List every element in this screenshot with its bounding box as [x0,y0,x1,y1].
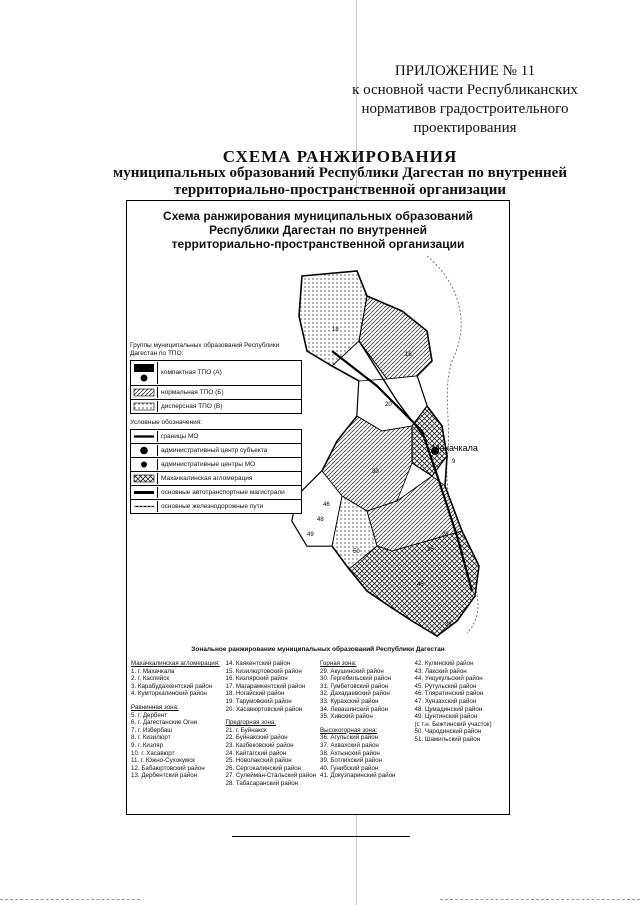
zone-item: 20. Хасавюртовский район [225,705,303,713]
zoning-column [318,660,413,788]
zone-item: 11. г. Южно-Сухокумск [131,757,195,765]
zone-heading: Горная зона: [320,660,357,667]
zone-item: 7. г. Избербаш [131,726,173,734]
city-label-makhachkala: Махачкала [432,443,478,453]
zone-item: 6. г. Дагестанские Огни [131,719,198,727]
zone-item: 37. Ахвахский район [320,741,379,749]
zone-item: 18. Ногайский район [225,690,285,698]
legend-label: основные автотранспортные магистрали [161,488,285,496]
zone-item: 2. г. Каспийск [131,675,170,683]
compact-tpo-swatch [131,362,158,384]
zone-item: 17. Магарамкентский район [225,682,306,690]
zoning-column [413,660,508,788]
zone-item: 16. Кизлярский район [225,675,288,683]
legend-row [131,472,301,486]
zone-item: 3. Карабудахкентский район [131,682,213,690]
zone-item: 42. Кулинский район [414,660,474,667]
region-number: 35 [427,547,434,553]
region-number: 20 [385,402,392,408]
zone-item: 44. Унцукульский район [414,675,483,683]
zoning-heading: Зональное ранжирование муниципальных образований Республики Дагестан [191,646,445,653]
highway-line-icon [131,487,158,498]
zone-item: 23. Казбековский район [225,741,294,749]
document-title-sub: территориально-пространственной организации [173,182,507,198]
zone-item: 30. Гергебильский район [320,675,392,683]
zone-item: 5. г. Дербент [131,711,168,719]
zoning-list [129,660,507,788]
legend-row [131,458,301,472]
district-center-dot-icon [131,459,158,470]
zone-item: 12. Бабаюртовский район [131,764,205,772]
legend-row [131,386,301,400]
map-title-line: Республики Дагестан по внутренней [209,223,427,237]
zone-item: 47. Хунзахский район [414,697,477,705]
zone-item: 40. Гунибский район [320,764,379,772]
boundary-line-icon [131,431,158,442]
zone-item: 22. Буйнакский район [225,734,288,742]
map-legend [130,342,302,514]
zone-item: 15. Кизилюртовский район [225,667,302,675]
zone-item: 45. Рутульский район [414,682,477,690]
zone-item: 8. г. Кизилюрт [131,734,171,742]
zoning-column [129,660,224,788]
zone-item: 41. Докузпаринский район [320,772,396,780]
zone-item: 34. Левашинский район [320,705,388,713]
document-title-sub: муниципальных образований Республики Дагестан по внутренней [113,165,567,181]
zone-item: 26. Сергокалинский район [225,764,302,772]
zone-item: 46. Тляратинский район [414,690,484,698]
region-number: 45 [417,582,424,588]
region-number: 38 [445,622,452,628]
appendix-header [300,62,630,138]
region-number: 9 [452,459,456,465]
document-title-main: СХЕМА РАНЖИРОВАНИЯ [222,147,458,166]
zone-item: 38. Ахтынский район [320,749,380,757]
zone-item: 24. Кайтагский район [225,749,287,757]
zone-item: 35. Хивский район [320,713,373,721]
scan-edge [0,899,140,900]
legend-label: дисперсная ТПО (В) [161,402,223,410]
capital-dot-icon [131,445,158,456]
legend-groups-box [130,360,302,414]
legend-row [131,486,301,500]
zone-item: 49. Цунтинский район [414,713,478,721]
zone-heading: Предгорная зона: [225,719,277,727]
appendix-line: нормативов градостроительного [361,101,569,117]
zone-item: 32. Дахадаевский район [320,690,390,698]
scan-edge [440,899,640,900]
zone-item: 51. Шамильский район [414,735,481,743]
zone-item: 1. г. Махачкала [131,667,175,675]
legend-row [131,500,301,513]
zone-item: 21. г. Буйнакск [225,726,267,734]
region-number: 16 [405,352,412,358]
legend-label: основные железнодорожные пути [161,502,264,510]
zone-item: 48. Цумадинский район [414,705,483,713]
zone-heading: Махачкалинская агломерация: [131,660,220,667]
document-title [60,148,620,199]
map-title-line: Схема ранжирования муниципальных образований [163,209,473,223]
legend-row [131,361,301,386]
zone-item: 10. г. Хасавюрт [131,749,175,757]
zone-item: 43. Лакский район [414,667,467,675]
zone-item: 4. Кумторкалинский район [131,690,207,698]
region-number: 18 [332,327,339,333]
legend-symbols-box [130,429,302,514]
footer-line [232,836,410,837]
zone-item: 33. Курахский район [320,697,379,705]
legend-row [131,430,301,444]
zone-item: 31. Гумбетовский район [320,682,389,690]
zone-heading: Высокогорная зона: [320,726,378,734]
zone-item: 25. Новолакский район [225,757,292,765]
legend-label: административный центр субъекта [161,446,268,454]
appendix-number: ПРИЛОЖЕНИЕ № 11 [394,63,536,79]
region-number: 46 [323,502,330,508]
zone-item: 13. Дербентский район [131,772,198,780]
legend-row [131,444,301,458]
zone-item: 36. Агульский район [320,734,379,742]
legend-label: компактная ТПО (А) [161,369,222,376]
region-number: 48 [317,517,324,523]
zone-item: 27. Сулейман-Стальский район [225,772,317,780]
dispersed-tpo-swatch [131,401,158,412]
region-number: 28 [442,532,449,538]
region-number: 30 [372,469,379,475]
zone-heading: Равнинная зона: [131,703,179,711]
legend-label: нормальная ТПО (Б) [161,388,224,396]
legend-label: границы МО [161,432,199,440]
zone-item: 39. Ботлихский район [320,757,383,765]
legend-row [131,400,301,413]
map-title-line: территориально-пространственной организации [171,237,465,251]
zone-item: 50. Чародинский район [414,728,482,736]
zone-item: 14. Каякентский район [225,660,291,667]
region-number: 50 [353,549,360,555]
legend-label: Махачкалинская агломерация [161,474,253,482]
appendix-line: проектирования [413,120,517,136]
map-frame [126,200,510,815]
zone-item: 9. г. Кизляр [131,741,164,749]
region-number: 49 [307,532,314,538]
zoning-column [224,660,319,788]
zone-item: (с т.н. Бежтинский участок) [414,720,492,728]
legend-symbols-heading: Условные обозначения: [130,419,203,426]
railway-line-icon [131,501,158,512]
zone-item: 28. Табасаранский район [225,779,299,787]
appendix-line: к основной части Республиканских [352,82,578,98]
normal-tpo-swatch [131,387,158,398]
zone-item: 19. Тарумовский район [225,697,292,705]
agglomeration-swatch [131,473,158,484]
legend-label: административные центры МО [161,460,256,468]
zone-item: 29. Акушинский район [320,667,384,675]
legend-groups-heading: Группы муниципальных образований Республики Дагестан по ТПО: [130,342,280,357]
